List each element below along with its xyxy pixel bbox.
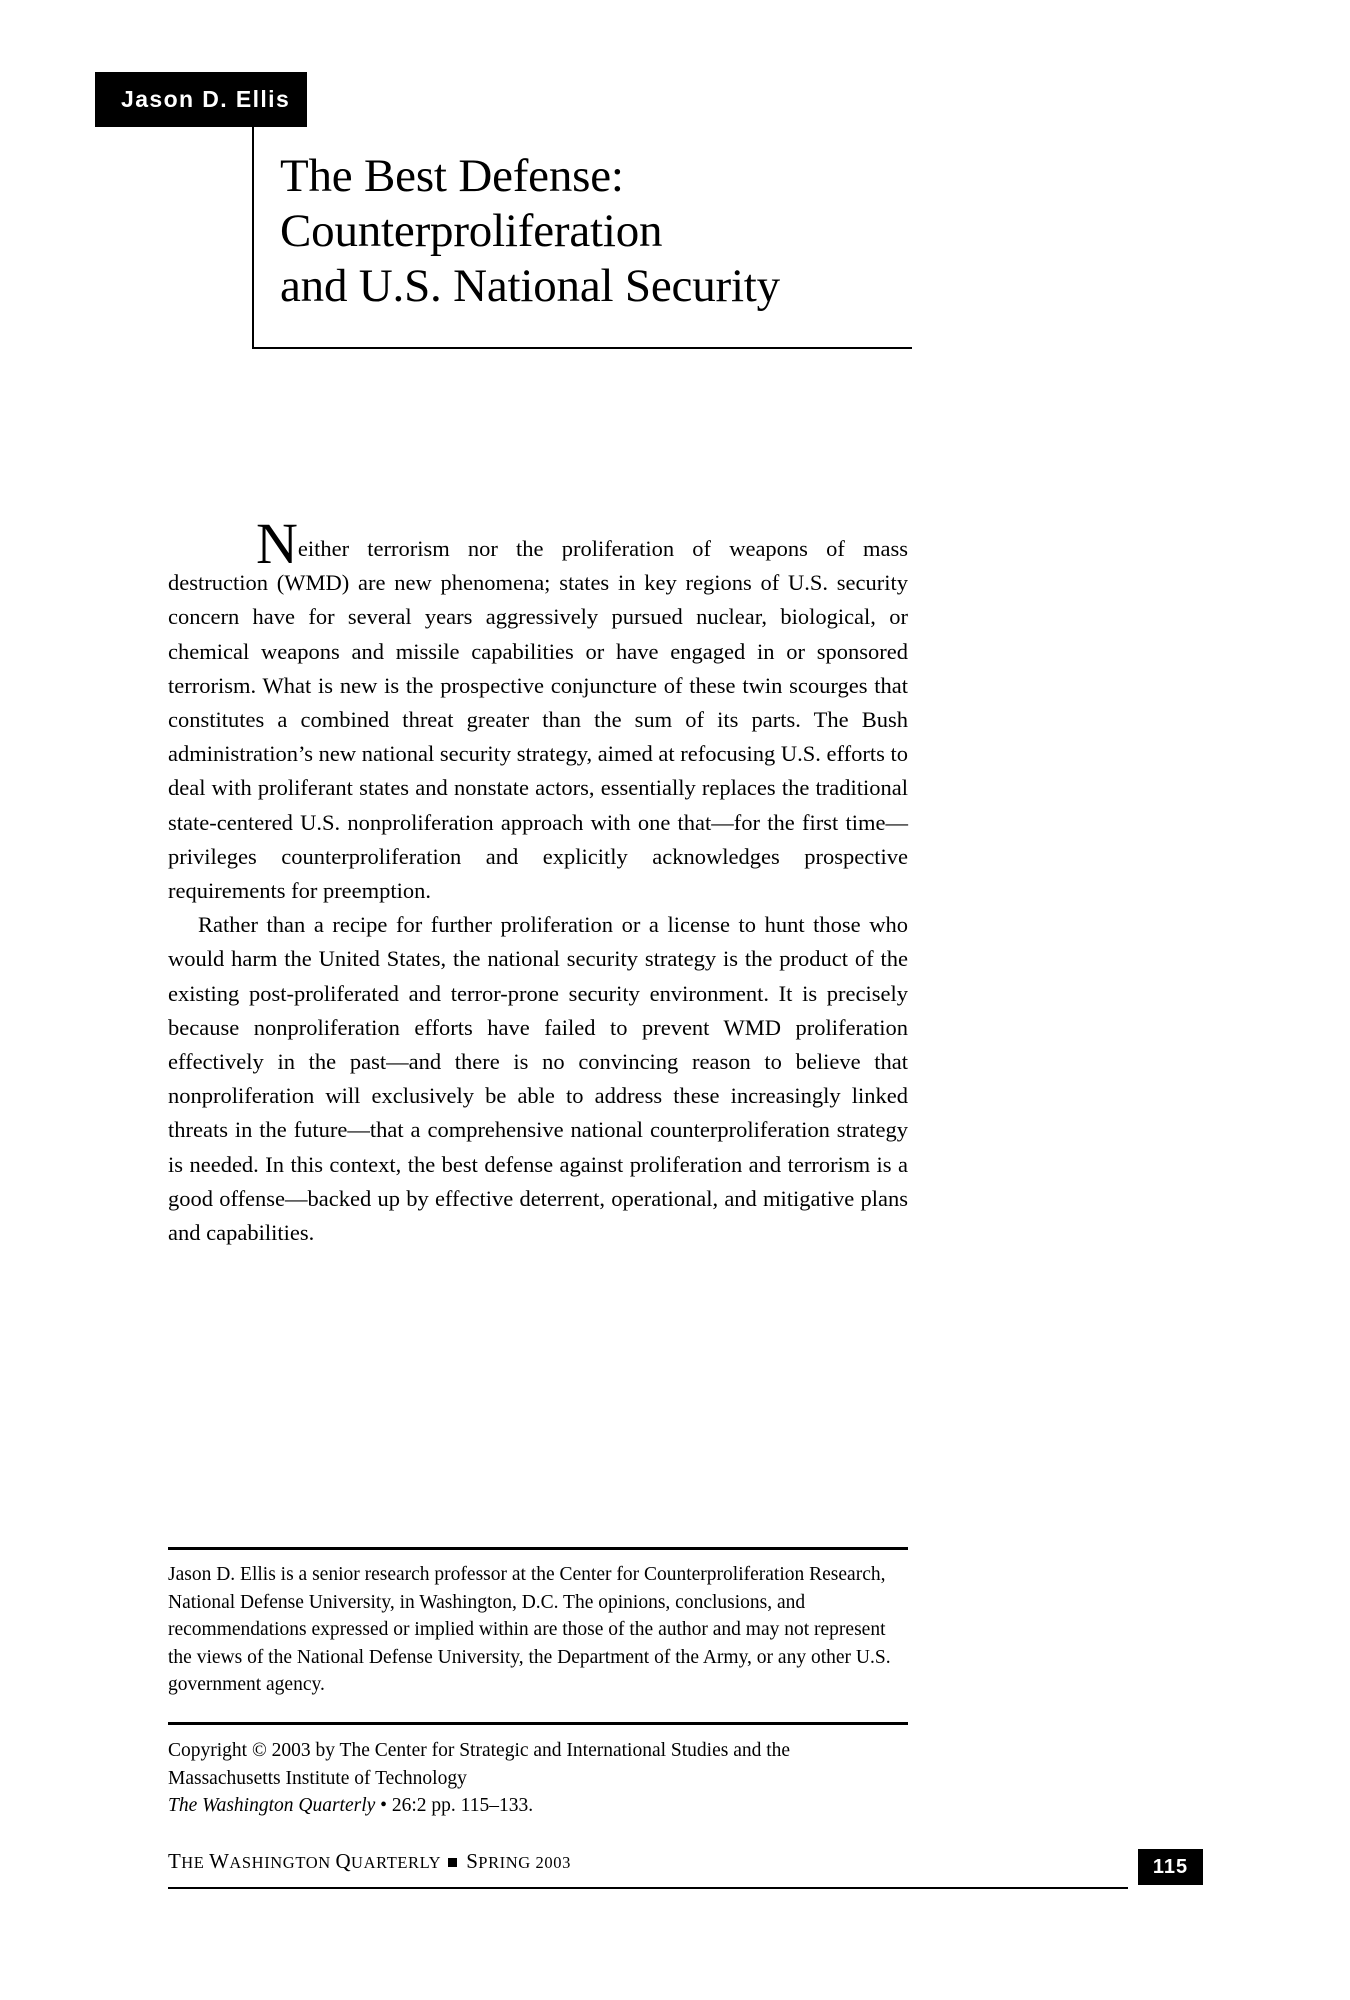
paragraph-opening — [168, 511, 908, 908]
footer-journal-w: W — [209, 1849, 230, 1873]
article-body — [168, 511, 908, 1250]
footer-journal-ashington: ASHINGTON — [229, 1853, 336, 1872]
footer-rule — [168, 1887, 1128, 1889]
footer-journal-q: Q — [335, 1849, 352, 1873]
footer-season-rest: PRING 2003 — [478, 1853, 571, 1872]
drop-cap: N — [256, 511, 297, 576]
author-banner — [95, 72, 307, 127]
page-number-box — [1138, 1849, 1203, 1885]
copyright-rule — [168, 1722, 908, 1725]
footer-journal-t: T — [168, 1849, 182, 1873]
journal-citation — [168, 1792, 928, 1820]
author-name: Jason D. Ellis — [121, 86, 291, 112]
title-line-3: and U.S. National Security — [280, 259, 780, 312]
footer-season-s: S — [466, 1849, 479, 1873]
copyright-line-1: Copyright © 2003 by The Center for Strategic and International Studies and the — [168, 1740, 791, 1761]
square-bullet-icon — [448, 1858, 457, 1867]
page-number: 115 — [1152, 1855, 1189, 1878]
footnote-rule — [168, 1547, 908, 1550]
footer-journal-he: HE — [181, 1853, 210, 1872]
copyright-line-2: Massachusetts Institute of Technology — [168, 1767, 467, 1789]
author-bio-footnote: Jason D. Ellis is a senior research professor at the Center for Counterproliferation Research, National Defense University, in Washington, D.C. The opinions, conclusions, and recommendations expressed or implied within are those of the author and may not represent the views of the National Defense University, the Department of the Army, or any other U.S. government agency. — [168, 1564, 891, 1695]
article-title-block — [252, 127, 912, 349]
paragraph-opening-text: either terrorism nor the proliferation of weapons of mass destruction (WMD) are new phenomena; states in key regions of U.S. security concern have for several years aggressively pursued nuclear, biological, or chemical weapons and missile capabilities or have engaged in or sponsored terrorism. What is new is the prospective conjuncture of these twin scourges that constitutes a combined threat greater than the sum of its parts. The Bush administration’s new national security strategy, aimed at refocusing U.S. efforts to deal with proliferant states and nonstate actors, essentially replaces the traditional state-centered U.S. nonproliferation approach with one that—for the first time—privileges counterproliferation and explicitly acknowledges prospective requirements for preemption. — [168, 536, 908, 904]
journal-issue-pages: • 26:2 pp. 115–133. — [375, 1795, 534, 1816]
running-footer — [168, 1849, 571, 1874]
title-line-2: Counterproliferation — [280, 204, 663, 257]
title-line-1: The Best Defense: — [280, 150, 624, 202]
paragraph-2: Rather than a recipe for further proliferation or a license to hunt those who would harm the United States, the national security strategy is the product of the existing post-proliferated and terror-prone security environment. It is precisely because nonproliferation efforts have failed to prevent WMD proliferation effectively in the past—and there is no convincing reason to believe that nonproliferation will exclusively be able to address these increasingly linked threats in the future—that a comprehensive national counterproliferation strategy is needed. In this context, the best defense against proliferation and terrorism is a good offense—backed up by effective deterrent, operational, and mitigative plans and capabilities. — [168, 912, 908, 1246]
journal-title: The Washington Quarterly — [168, 1795, 376, 1816]
copyright-block — [168, 1737, 928, 1820]
footer-journal-uarterly: UARTERLY — [351, 1853, 442, 1872]
